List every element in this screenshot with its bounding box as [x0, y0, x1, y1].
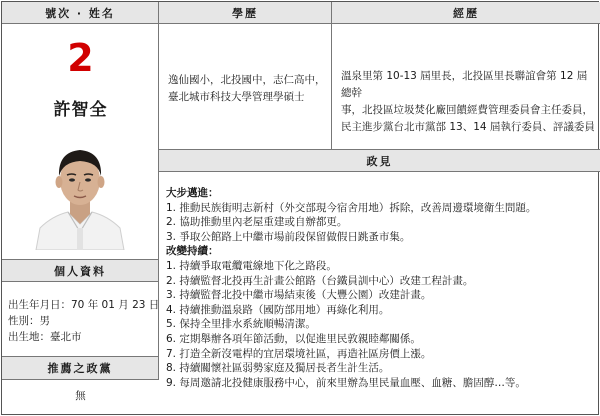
- header-policy: 政見: [159, 150, 600, 172]
- policy-item: 9. 每周邀請北投健康服務中心，前來里辦為里民量血壓、血糖、膽固醇…等。: [166, 376, 526, 389]
- candidate-number: 2: [67, 36, 94, 80]
- policy-item: 1. 持續爭取電纜電線地下化之路段。: [166, 259, 337, 272]
- policy-item: 4. 持續推動溫泉路（國防部用地）再綠化利用。: [166, 303, 390, 316]
- experience-line: 溫泉里第 10-13 屆里長，北投區里長聯誼會第 12 屆總幹: [341, 70, 588, 99]
- header-education: 學歷: [159, 2, 332, 24]
- education-line: 臺北城市科技大學管理學碩士: [168, 91, 305, 103]
- experience-line: 事，北投區垃圾焚化廠回饋經費管理委員會主任委員，: [341, 104, 593, 116]
- birthplace: 出生地：臺北市: [8, 331, 82, 343]
- experience-line: 民主進步黨台北市黨部 13、14 屆執行委員、評議委員: [341, 121, 595, 133]
- policy-item: 7. 打造全新沒電桿的宜居環境社區，再造社區房價上漲。: [166, 347, 432, 360]
- education-text: [168, 72, 328, 106]
- header-party: 推薦之政黨: [2, 357, 159, 380]
- header-number-name: 號次 · 姓名: [2, 2, 159, 24]
- policy-section-title: 大步邁進：: [166, 187, 219, 199]
- policy-item: 3. 持續監督北投中繼市場結束後（大豐公園）改建計畫。: [166, 289, 432, 302]
- policy-item: 8. 持續關懷社區弱勢家庭及獨居長者生計生活。: [166, 362, 390, 375]
- candidate-photo: [30, 132, 130, 250]
- header-personal: 個人資料: [2, 260, 159, 282]
- party-value: 無: [75, 390, 86, 402]
- policy-item: 3. 爭取公館路上中繼市場前段保留做假日跳蚤市集。: [166, 230, 411, 243]
- birth-date: 出生年月日：70 年 01 月 23 日: [8, 299, 160, 311]
- policy-item: 6. 定期舉辦各項年節活動，以促進里民敦親睦鄰關係。: [166, 332, 421, 345]
- policy-item: 2. 持續監督北投再生計畫公館路（台鐵員訓中心）改建工程計畫。: [166, 274, 474, 287]
- education-line: 逸仙國小，北投國中，志仁高中，: [168, 74, 326, 86]
- policy-item: 5. 保持全里排水系統順暢清潔。: [166, 318, 316, 331]
- policy-item: 2. 協助推動里內老屋重建或自辦都更。: [166, 216, 348, 229]
- gender: 性別：男: [8, 315, 50, 327]
- experience-text: [341, 68, 596, 136]
- candidate-sheet: [1, 1, 599, 415]
- personal-info: [8, 297, 159, 345]
- policy-item: 1. 推動民族街明志新村（外交部現今宿舍用地）拆除，改善周邊環境衛生問題。: [166, 201, 537, 214]
- policy-text: [166, 186, 596, 390]
- policy-section-title: 改變持續：: [166, 245, 219, 258]
- header-experience: 經歷: [332, 2, 600, 24]
- candidate-name: 許智全: [53, 100, 108, 120]
